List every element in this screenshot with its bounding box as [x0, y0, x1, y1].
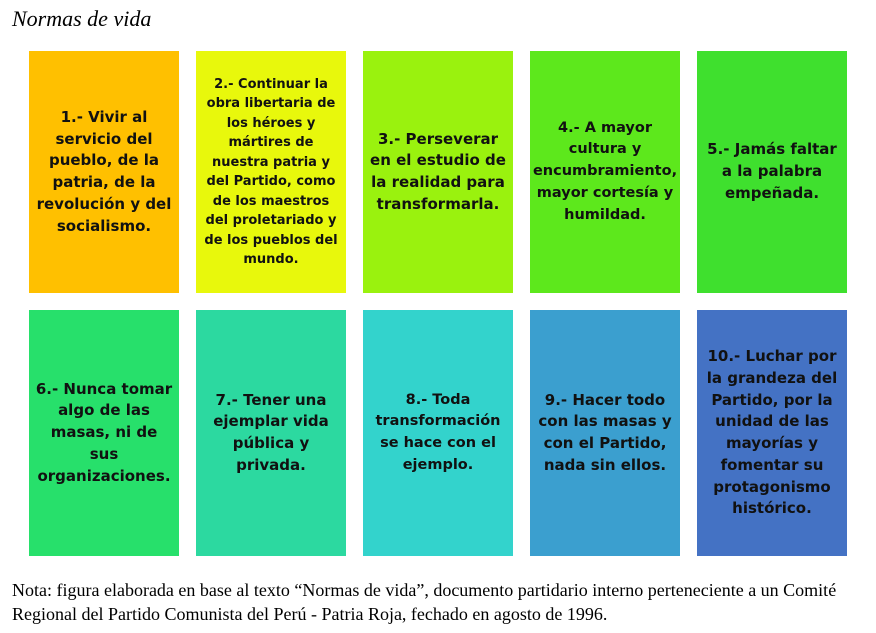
norm-box-7: [196, 310, 346, 556]
norm-box-8: [363, 310, 513, 556]
norms-grid: [29, 51, 847, 556]
norm-text-9: 9.- Hacer todo con las masas y con el Partido, nada sin ellos.: [538, 390, 672, 474]
norm-box-2: [196, 51, 346, 293]
norm-text-2: 2.- Continuar la obra libertaria de los héroes y mártires de nuestra patria y del Partido, como de los maestros del proletariado y de los pueblos del mundo.: [204, 76, 338, 267]
norm-box-9: [530, 310, 680, 556]
norm-text-5: 5.- Jamás faltar a la palabra empeñada.: [707, 140, 837, 202]
figure-note: Nota: figura elaborada en base al texto “Normas de vida”, documento partidario interno perteneciente a un Comité Regional del Partido Comunista del Perú - Patria Roja, fechado en agosto de 1996.: [12, 580, 837, 624]
norm-box-5: [697, 51, 847, 293]
norm-text-6: 6.- Nunca tomar algo de las masas, ni de sus organizaciones.: [35, 379, 173, 485]
norm-box-10: [697, 310, 847, 556]
norm-box-3: [363, 51, 513, 293]
norm-text-10: 10.- Luchar por la grandeza del Partido, por la unidad de las mayorías y fomentar su protagonismo histórico.: [706, 347, 838, 518]
figure-title: Normas de vida: [12, 6, 152, 31]
norm-text-7: 7.- Tener una ejemplar vida pública y privada.: [213, 390, 329, 474]
norm-text-8: 8.- Toda transformación se hace con el ejemplo.: [375, 391, 501, 473]
norm-box-4: [530, 51, 680, 293]
norm-box-1: [29, 51, 179, 293]
norm-text-1: 1.- Vivir al servicio del pueblo, de la patria, de la revolución y del socialismo.: [36, 107, 172, 235]
norm-text-3: 3.- Perseverar en el estudio de la realidad para transformarla.: [370, 129, 506, 213]
norm-box-6: [29, 310, 179, 556]
norm-text-4: 4.- A mayor cultura y encumbramiento, mayor cortesía y humildad.: [532, 119, 678, 223]
